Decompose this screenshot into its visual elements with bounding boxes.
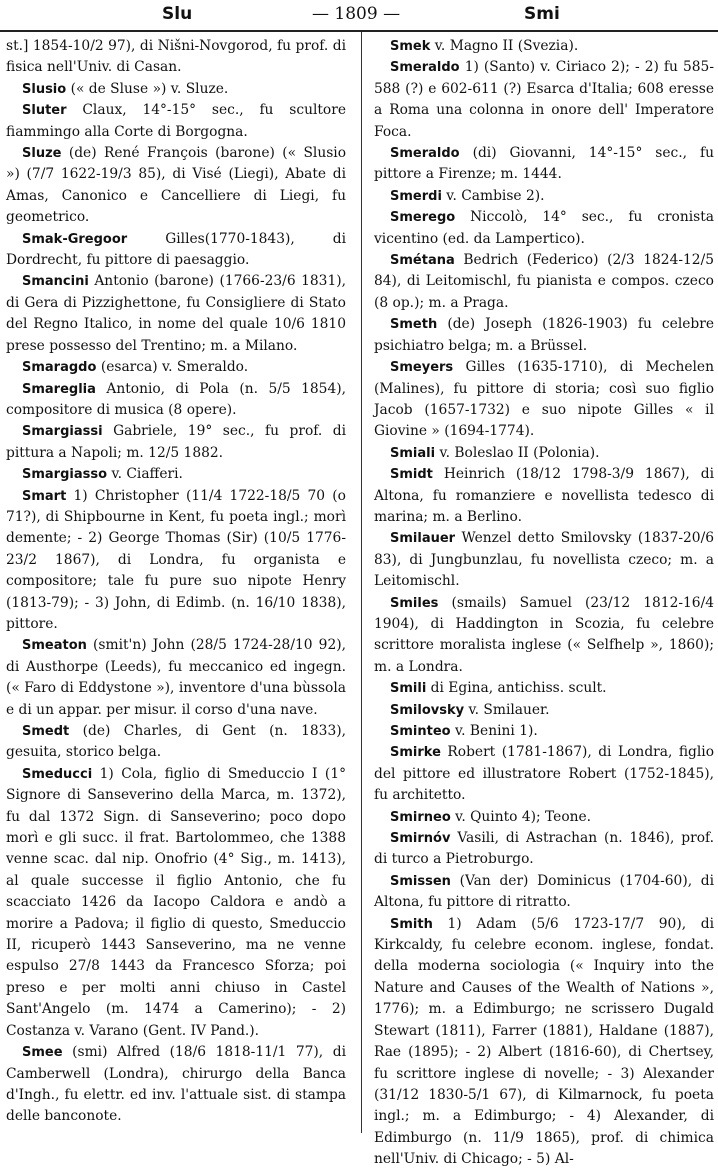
entry-text: v. Quinto 4); Teone.	[455, 808, 592, 825]
entry-text: (Van der) Dominicus (1704-60), di Altona, fu pittore di ritratto.	[374, 872, 714, 911]
entry-headword: Smidt	[390, 467, 433, 483]
entry-headword: Smee	[22, 1045, 63, 1061]
page-number: — 1809 —	[312, 4, 401, 24]
dictionary-entry	[374, 742, 714, 806]
column-divider	[361, 32, 362, 1133]
entry-headword: Smerego	[390, 210, 456, 226]
entry-text: Gilles (1635-1710), di Mechelen (Malines), fu pittore di storia; così suo figlio Jacob (1657-1732) e suo nipote Gilles « il Giovine » (1694-1774).	[374, 359, 714, 440]
dictionary-entry	[374, 871, 714, 914]
dictionary-entry	[374, 443, 714, 464]
dictionary-entry	[374, 914, 714, 1171]
entry-text: (esarca) v. Smeraldo.	[100, 359, 249, 376]
header-right-guide-word: Smi	[524, 4, 560, 24]
dictionary-entry	[6, 36, 346, 79]
entry-headword: Smeraldo	[390, 60, 460, 76]
entry-text: (smit'n) John (28/5 1724-28/10 92), di Austhorpe (Leeds), fu meccanico ed ingegn. (« Faro di Eddystone »), inventore d'una bùssola e di un appar. per misur. il corso d'una nave.	[6, 637, 346, 718]
entry-text: (smails) Samuel (23/12 1812-16/4 1904), di Haddington in Scozia, fu celebre scrittore moralista inglese (« Selfhelp », 1860); m. a Londra.	[374, 594, 714, 675]
dictionary-entry	[6, 721, 346, 764]
entry-headword: Smeaton	[22, 638, 87, 654]
dictionary-entry	[374, 314, 714, 357]
entry-text: Gabriele, 19° sec., fu prof. di pittura a Napoli; m. 12/5 1882.	[6, 423, 347, 461]
entry-headword: Smerdi	[390, 188, 442, 204]
dictionary-entry	[6, 421, 346, 464]
dictionary-entry	[374, 807, 714, 828]
header-left-guide-word: Slu	[162, 4, 193, 24]
right-column	[374, 36, 714, 1171]
entry-text: (de) René François (barone) (« Slusio ») (7/7 1622-19/3 85), di Visé (Liegi), Abate di Amas, Canonico e Cancelliere di Liegi, fu geometrico.	[6, 145, 347, 226]
entry-text: (de) Joseph (1826-1903) fu celebre psichiatro belga; m. a Brüssel.	[374, 316, 714, 354]
entry-headword: Smancini	[22, 274, 89, 290]
entry-text: v. Benini 1).	[454, 723, 538, 739]
entry-text: st.] 1854-10/2 97), di Nišni-Novgorod, fu prof. di fisica nell'Univ. di Casan.	[6, 38, 346, 76]
entry-text: v. Cambise 2).	[446, 187, 545, 204]
entry-headword: Smiles	[390, 595, 439, 611]
dictionary-entry	[6, 486, 346, 636]
entry-headword: Smissen	[390, 873, 451, 889]
entry-headword: Smeth	[390, 317, 438, 333]
entry-text: Gilles(1770-1843), di Dordrecht, fu pittore di paesaggio.	[6, 230, 347, 269]
dictionary-entry	[6, 229, 346, 272]
dictionary-entry	[6, 100, 346, 143]
entry-headword: Smareglia	[22, 381, 96, 397]
entry-text: Antonio (barone) (1766-23/6 1831), di Gera di Pizzighettone, fu Consigliere di Stato del Regno Italico, in nome del quale 10/6 1810 prese possesso del Trentino; m. a Milano.	[6, 273, 346, 354]
entry-headword: Smaragdo	[22, 360, 97, 376]
entry-text: Heinrich (18/12 1798-3/9 1867), di Altona, fu romanziere e novellista tedesco di marina; m. a Berlino.	[374, 466, 714, 525]
entry-text: v. Smilauer.	[468, 701, 550, 718]
entry-text: Bedrich (Federico) (2/3 1824-12/5 84), di Leitomischl, fu pianista e compos. czeco (8 op.); m. a Praga.	[374, 252, 714, 311]
entry-headword: Smilovsky	[390, 702, 465, 718]
entry-headword: Smak-Gregoor	[22, 231, 128, 247]
dictionary-entry	[374, 528, 714, 592]
entry-text: Niccolò, 14° sec., fu cronista vicentino (ed. da Lampertico).	[374, 209, 714, 247]
entry-text: Wenzel detto Smilovsky (1837-20/6 83), di Jungbunzlau, fu novellista czeco; m. a Leitomischl.	[374, 530, 714, 590]
entry-text: Robert (1781-1867), di Londra, figlio del pittore ed illustratore Robert (1752-1845), fu architetto.	[374, 744, 715, 804]
entry-headword: Smirke	[390, 745, 441, 761]
dictionary-entry	[374, 828, 714, 871]
entry-headword: Smith	[390, 916, 433, 932]
entry-headword: Smili	[390, 681, 427, 697]
dictionary-entry	[6, 379, 346, 422]
dictionary-entry	[6, 464, 346, 485]
entry-headword: Smirnóv	[390, 831, 451, 847]
dictionary-entry	[6, 764, 346, 1042]
dictionary-entry	[6, 79, 346, 100]
entry-headword: Smeraldo	[390, 146, 460, 162]
entry-text: (« de Sluse ») v. Sluze.	[70, 80, 229, 97]
dictionary-entry	[374, 143, 714, 186]
entry-headword: Smargiassi	[22, 424, 103, 440]
entry-headword: Sluze	[22, 146, 62, 162]
dictionary-entry	[374, 250, 714, 314]
page-header	[0, 0, 718, 32]
dictionary-entry	[374, 721, 714, 742]
dictionary-entry	[374, 700, 714, 721]
entry-text: 1) (Santo) v. Ciriaco 2); - 2) fu 585-588 (?) e 602-611 (?) Esarca d'Italia; 608 eresse a Roma una colonna in onore dell' Imperatore Foca.	[374, 59, 714, 140]
entry-headword: Smiali	[390, 445, 436, 461]
dictionary-entry	[374, 678, 714, 699]
dictionary-entry	[374, 357, 714, 443]
dictionary-entry	[6, 635, 346, 721]
entry-headword: Smedt	[22, 724, 70, 739]
entry-text: 1) Christopher (11/4 1722-18/5 70 (o 71?), di Shipbourne in Kent, fu poeta ingl.; morì demente; - 2) George Thomas (Sir) (10/5 1776-23/2 1867), di Londra, fu organista e compositore; tale fu pure suo nipote Henry (1813-79); - 3) John, di Edimb. (n. 16/10 1838), pittore.	[6, 487, 346, 632]
dictionary-entry	[6, 271, 346, 357]
entry-text: di Egina, antichiss. scult.	[430, 680, 607, 697]
entry-text: (di) Giovanni, 14°-15° sec., fu pittore a Firenze; m. 1444.	[374, 145, 714, 183]
entry-headword: Slusio	[22, 81, 67, 97]
entry-text: Antonio, di Pola (n. 5/5 1854), compositore di musica (8 opere).	[6, 380, 346, 418]
left-column	[6, 36, 346, 1128]
dictionary-entry	[374, 186, 714, 207]
entry-text: 1) Adam (5/6 1723-17/7 90), di Kirkcaldy, fu celebre econom. inglese, fondat. della moderna sociologia (« Inquiry into the Nature and Causes of the Wealth of Nations », 1776); m. a Edimburgo; ne scrissero Dugald Stewart (1811), Farrer (1881), Haldane (1887), Rae (1895); - 2) Albert (1816-60), di Chertsey, fu scrittore inglese di novelle; - 3) Alexander (31/12 1830-5/1 67), di Kilmarnock, fu poeta ingl.; m. a Edimburgo; - 4) Alexander, di Edimburgo (n. 11/9 1865), prof. di chimica nell'Univ. di Chicago; - 5) Al-	[374, 915, 715, 1168]
entry-text: v. Ciafferi.	[111, 466, 183, 483]
dictionary-entry	[374, 593, 714, 679]
entry-headword: Smart	[22, 488, 67, 504]
entry-text: (smi) Alfred (18/6 1818-11/1 77), di Camberwell (Londra), chirurgo della Banca d'Ingh., fu elettr. ed inv. l'attuale sist. di stampa delle banconote.	[6, 1044, 346, 1125]
dictionary-entry	[374, 36, 714, 57]
dictionary-entry	[6, 143, 346, 229]
entry-headword: Smirneo	[390, 809, 451, 825]
entry-text: 1) Cola, figlio di Smeduccio I (1° Signore di Sanseverino della Marca, m. 1372), fu dal 1372 Sign. di Sanseverino; poco dopo morì e gli succ. il frat. Bartolommeo, che 1388 venne scac. dal nip. Onofrio (4° Sig., m. 1413), al quale successe il figlio Antonio, che fu scacciato 1426 da Iacopo Caldora e andò a morire a Padova; il figlio di questo, Smeduccio II, ricuperò 1443 Sanseverino, ma ne venne espulso 27/8 1443 da Francesco Sforza; poi preso e per molti anni chiuso in Castel Sant'Angelo (m. 1474 a Camerino); - 2) Costanza v. Varano (Gent. IV Pand.).	[6, 765, 346, 1039]
dictionary-entry	[374, 207, 714, 250]
entry-headword: Smilauer	[390, 531, 456, 547]
entry-text: v. Magno II (Svezia).	[434, 38, 579, 54]
dictionary-entry	[374, 57, 714, 143]
entry-headword: Sminteo	[390, 724, 451, 739]
entry-headword: Smargiasso	[22, 467, 108, 483]
dictionary-entry	[6, 1042, 346, 1128]
dictionary-entry	[6, 357, 346, 378]
entry-headword: Smek	[390, 39, 431, 54]
entry-headword: Smeducci	[22, 766, 93, 782]
entry-text: Vasili, di Astrachan (n. 1846), prof. di turco a Pietroburgo.	[374, 830, 715, 868]
entry-headword: Smétana	[390, 253, 455, 269]
entry-text: Claux, 14°-15° sec., fu scultore fiammingo alla Corte di Borgogna.	[6, 102, 346, 140]
entry-headword: Sluter	[22, 103, 67, 119]
dictionary-entry	[374, 464, 714, 528]
entry-headword: Smeyers	[390, 360, 454, 376]
entry-text: (de) Charles, di Gent (n. 1833), gesuita, storico belga.	[6, 723, 346, 761]
entry-text: v. Boleslao II (Polonia).	[439, 444, 600, 461]
